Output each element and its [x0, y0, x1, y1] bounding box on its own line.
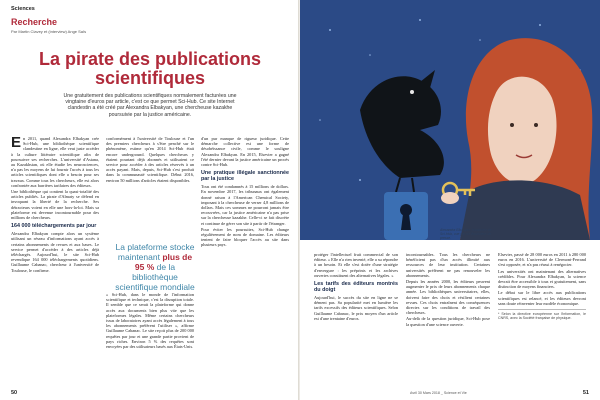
paragraph: Alexandra Elbakyan compte alors un système utilisant un réseau d'informations ayant accès à certains abonnements de revues et aux bases. Le service permet d'accéder à des articles déjà téléchargés. Aujourd'hui, le site Sci-Hub revendique 164 000 téléchargements quotidiens. Guillaume Cabanac, chercheur à l'université de Toulouse, le confirme. [11, 231, 99, 273]
standfirst: Une gratuitement des publications scientifiques normalement facturées une vingtaine d'euros par article, c'est ce que permet Sci-Hub. Ce site Internet clandestin a été créé par Alexandra Elbakyan, une chercheuse kazakhe poursuivie par la justice américaine. [63, 93, 237, 118]
subheading: Une pratique illégale sanctionnée par la justice [201, 170, 289, 183]
column-6 [498, 252, 586, 384]
paragraph: protéger l'intellectuel fruit commercial de son éditeur. « Elle n'a rien inventé, elle a su répondre à un besoin. Et elle s'est dotée d'une stratégie d'envergure : les préprints et les archives ouvertes constituent des alternatives légales. » [314, 252, 398, 278]
column-2-bottom [106, 292, 194, 384]
pull-quote-lead: La plateforme stocke maintenant [115, 242, 195, 262]
illustration-caption: Alexandra Elbakyan, fondatrice de Sci-Hub, vue par un illustrateur de presse. [440, 228, 492, 241]
paragraph: Depuis les années 2000, les éditeurs peuvent augmenter le prix de leurs abonnements chaque année. Les bibliothèques universitaires, elles, doivent faire des choix et résilient certaines revues. Ces choix entraînent des conséquences directes sur les conditions de travail des chercheurs. [406, 279, 490, 316]
pull-quote [113, 242, 197, 292]
paragraph: Elsevier, passé de 28 000 euros en 2011 à 280 000 euros en 2016. L'université de Clermont-Ferrand s'est opposée, et n'a pas réussi à renégocier. [498, 252, 586, 268]
drop-cap: E [11, 134, 22, 151]
column-4 [314, 252, 398, 384]
paragraph: Une bibliothèque qui contient la quasi-totalité des articles publiés. La pirate d'Almaty se défend en invoquant la liberté de la recherche. Ses détracteurs voient en elle une hors-la-loi. Mais sa plateforme est devenue incontournable pour des millions de chercheurs. [11, 189, 99, 221]
pull-quote-tail: de la bibliothèque scientifique mondiale [115, 262, 195, 292]
pull-quote-highlight: plus de 95 % [134, 252, 193, 272]
column-3 [201, 136, 289, 384]
paragraph: « Sci-Hub, dans le monde de l'information scientifique et technique, c'est la disruption totale. Il semble que ce serait la plateforme qui donne accès aux documents bien plus vite que les plateformes légales. Même certains chercheurs issus de laboratoires ayant accès légalement à tous les abonnements préfèrent l'utiliser », affirme Guillaume Cabanac. Le site reçoit plus de 200 000 requêtes par jour et une grande partie provient de pays riches. Environ 5 % des requêtes sont envoyées par des utilisateurs basés aux États-Unis. [106, 292, 194, 350]
paragraph: Pour éviter les poursuites, Sci-Hub change régulièrement de nom de domaine. Les éditeurs tentent de faire bloquer l'accès au site dans plusieurs pays. [201, 226, 289, 248]
headline: La pirate des publications scientifiques [38, 49, 262, 88]
page-number-right: 51 [582, 390, 589, 396]
right-page [300, 0, 600, 400]
paragraph: Le débat sur le libre accès aux publications scientifiques est relancé, et les éditeurs devront sans doute réinventer leur modèle économique. [498, 290, 586, 306]
column-1 [11, 136, 99, 274]
paragraph: incontournables. Tous les chercheurs ne bénéficient pas d'un accès illimité aux ressources de leur institution. Certaines universités préfèrent ne pas renouveler les abonnements. [406, 252, 490, 278]
keyhole-icon [384, 192, 428, 240]
subheading: 164 000 téléchargements par jour [11, 223, 97, 230]
paragraph: Au-delà de la question juridique, Sci-Hub pose la question d'une science ouverte. [406, 316, 490, 327]
subheading: Les tarifs des éditeurs montrés du doigt [314, 281, 398, 294]
paragraph: conformément à l'université de Toulouse et l'un des premiers chercheurs à s'être penché sur le phénomène, estime qu'en 2014 Sci-Hub était encore underground. Quelques chercheurs y étaient pourtant déjà abonnés et utilisaient ce service pour accéder à des articles réservés à un accès payant. Mais, depuis, Sci-Hub s'est produit dans la communauté scientifique. Début 2016, environ 50 millions d'articles étaient disponibles. [106, 136, 194, 183]
paragraph: Les universités ont maintenant des alternatives crédibles. Pour Alexandra Elbakyan, la science devrait être accessible à tous et gratuitement, sans distinction de moyens financiers. [498, 268, 586, 290]
rubrique-label: Recherche [11, 17, 58, 27]
page-number-left: 50 [11, 390, 18, 396]
column-2-top [106, 136, 194, 236]
byline: Par Martin Clavey et (interview) Ange Saïs [11, 29, 87, 34]
paragraph: Aujourd'hui, le succès du site en ligne ne se dément pas. Sa popularité met en lumière les tarifs excessifs des éditeurs scientifiques. Selon Guillaume Cabanac, le prix moyen d'un article est d'une trentaine d'euros. [314, 295, 398, 321]
illustration [300, 0, 600, 240]
woman-figure [460, 38, 592, 240]
paragraph: Tous ont été condamnés à 15 millions de dollars. En novembre 2017, les tribunaux ont également donné raison à l'American Chemical Society, imposant à la chercheuse de verser 4,8 millions de dollars. Mais ces sommes ne pourront jamais être recouvrées, car la justice américaine n'a pas prise sur la chercheuse kazakhe. Celle-ci se fait discrète et continue de gérer son site à partir de l'étranger. [201, 184, 289, 226]
paragraph [11, 136, 99, 188]
paragraph: d'un pur manque de rigueur juridique. Cette démarche collective est une forme de désobéissance civile, comme le souligne Alexandra Elbakyan. En 2015, Elsevier a gagné l'été dernier devant la justice américaine un procès contre Sci-Hub. [201, 136, 289, 168]
footnote: * Selon la directive européenne sur l'information, le CNRS, avec la Société française de physique. [498, 309, 586, 321]
section-label: Sciences [11, 6, 35, 12]
column-5 [406, 252, 490, 384]
intro-text: n 2011, quand Alexandra Elbakyan crée Sci-Hub, une bibliothèque scientifique clandestine en ligne, elle veut juste accéder à la culture littéraire scientifique afin de poursuivre ses recherches. L'université d'Astana, au Kazakhstan, où elle étudie les neurosciences, n'a pas les moyens de lui fournir l'accès à tous les articles scientifiques dont elle a besoin pour ses travaux. Comme tous les chercheurs, elle est alors confrontée aux barrières tarifaires des éditeurs. [11, 136, 99, 188]
issue-info: Avril 30 Mars 2018 _ Science et Vie [410, 391, 467, 395]
